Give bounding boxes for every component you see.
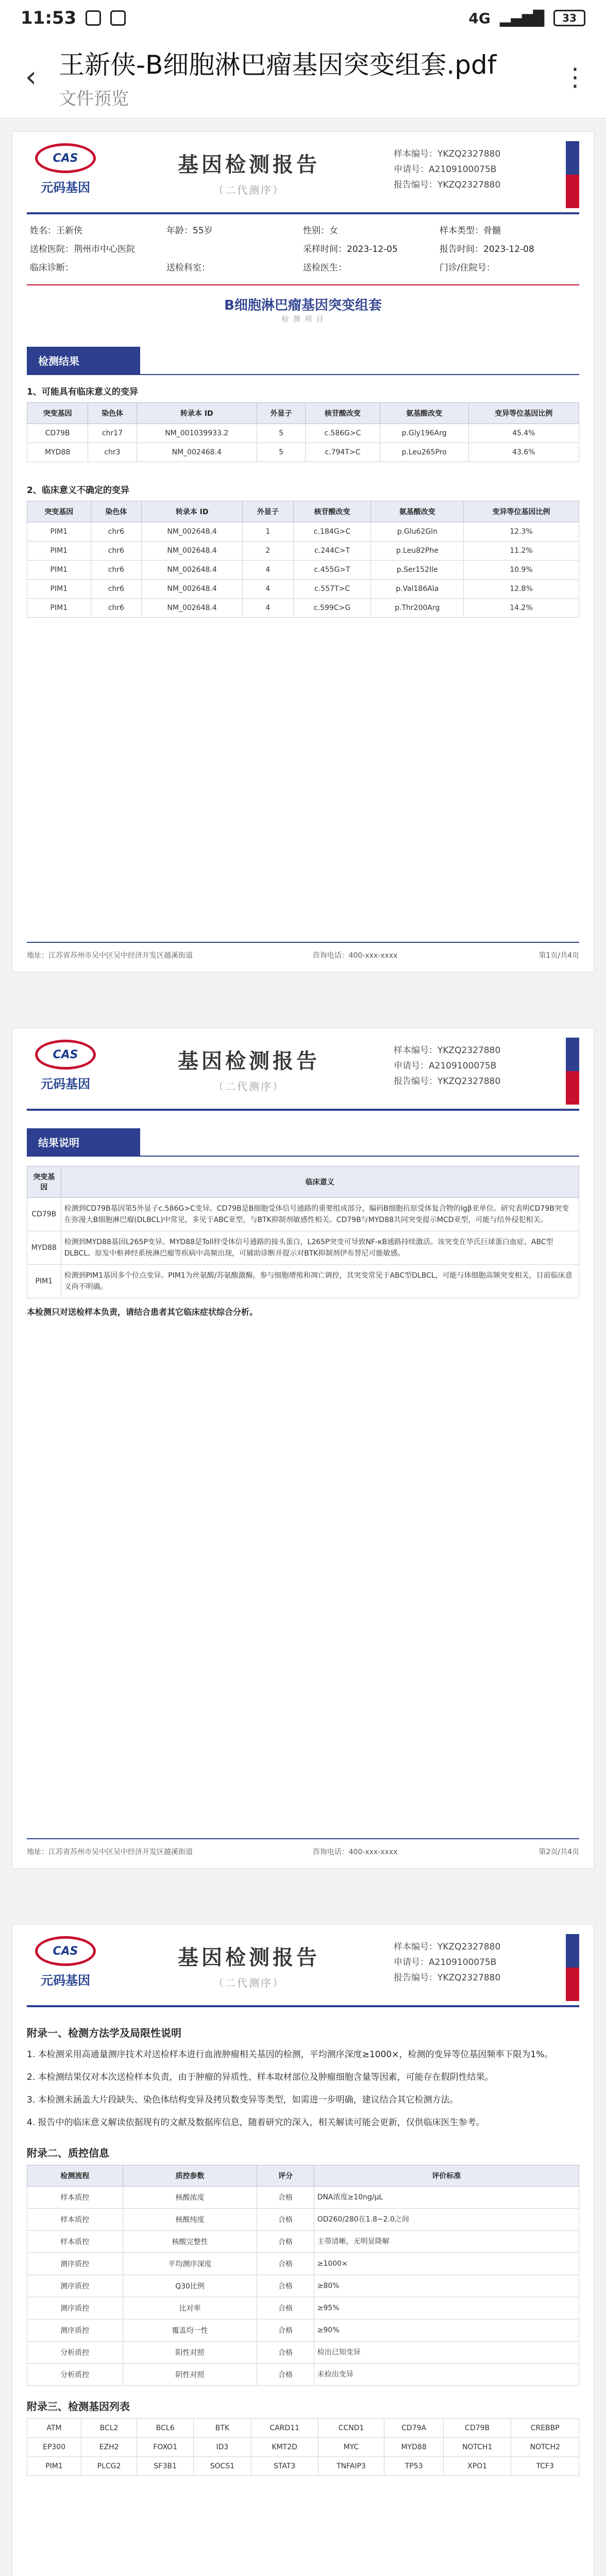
table-row <box>27 580 579 599</box>
table-cell: NM_002648.4 <box>142 522 243 541</box>
table-header-cell: 外显子 <box>257 403 305 424</box>
footer-phone: 咨询电话：400-xxx-xxxx <box>312 952 398 960</box>
apply-no: A2109100075B <box>429 1061 497 1071</box>
sample-no: YKZQ2327880 <box>437 149 501 159</box>
table-cell: EP300 <box>27 2438 81 2457</box>
patient-info <box>27 214 579 285</box>
table-cell: 合格 <box>257 2187 314 2209</box>
table-cell: MYC <box>318 2438 384 2457</box>
table-cell: chr6 <box>91 541 142 561</box>
report-title: 基因检测报告 <box>178 153 320 177</box>
logo-text: 元码基因 <box>41 1077 90 1091</box>
table-cell: 5 <box>257 443 305 462</box>
table-row <box>27 1198 579 1231</box>
app-bar <box>0 36 606 118</box>
table-cell: NOTCH2 <box>511 2438 579 2457</box>
table-cell: PIM1 <box>27 541 91 561</box>
logo-text: 元码基因 <box>41 180 90 195</box>
patient-name: 姓名：王新侠 <box>30 226 82 236</box>
patient-age: 年龄：55岁 <box>166 226 213 236</box>
table-cell: XPO1 <box>443 2457 511 2476</box>
apply-no: A2109100075B <box>429 1957 497 1968</box>
section-results: 检测结果 <box>27 347 140 374</box>
company-logo <box>27 1936 104 1988</box>
table-cell: CCND1 <box>318 2419 384 2438</box>
table-row <box>27 522 579 541</box>
table-header-cell: 外显子 <box>243 501 294 522</box>
table-cell: ≥90% <box>314 2319 579 2342</box>
table-cell: 平均测序深度 <box>123 2253 257 2275</box>
table-cell: NM_001039933.2 <box>137 424 257 443</box>
table-cell: c.244C>T <box>293 541 371 561</box>
table-row <box>27 561 579 580</box>
pdf-viewer[interactable] <box>0 118 606 2576</box>
table-cell: NM_002648.4 <box>142 541 243 561</box>
table-cell: 43.6% <box>468 443 579 462</box>
table-cell: 覆盖均一性 <box>123 2319 257 2342</box>
table-cell: 未检出变异 <box>314 2364 579 2386</box>
panel-subtitle: 检 测 项 目 <box>281 315 325 324</box>
table-cell: ≥80% <box>314 2275 579 2297</box>
status-bar <box>0 0 606 36</box>
table-cell: 合格 <box>257 2297 314 2319</box>
table-cell: chr6 <box>91 561 142 580</box>
table-cell: 12.3% <box>464 522 579 541</box>
page-number: 第2页/共4页 <box>538 1848 579 1856</box>
report-no: YKZQ2327880 <box>437 1076 501 1087</box>
page-footer <box>27 1838 579 1857</box>
app-icon <box>110 10 126 26</box>
report-header <box>27 1028 579 1111</box>
table-cell: ≥1000× <box>314 2253 579 2275</box>
table-cell: BTK <box>194 2419 251 2438</box>
table-cell: chr6 <box>91 580 142 599</box>
table-cell: NM_002648.4 <box>142 580 243 599</box>
table-cell: 分析质控 <box>27 2364 123 2386</box>
table-header-cell: 氨基酸改变 <box>380 403 468 424</box>
sample-no: YKZQ2327880 <box>437 1942 501 1952</box>
sampling-time: 采样时间：2023-12-05 <box>303 244 398 255</box>
file-subtitle: 文件预览 <box>59 89 129 109</box>
table-cell: 分析质控 <box>27 2342 123 2364</box>
table-cell: c.586G>C <box>306 424 380 443</box>
table-row <box>27 424 579 443</box>
table-cell: 核酸完整性 <box>123 2231 257 2253</box>
table-cell: PIM1 <box>27 1265 61 1298</box>
table-cell: TP53 <box>384 2457 444 2476</box>
table-cell: MYD88 <box>27 443 88 462</box>
table-cell: c.599C>G <box>293 599 371 618</box>
table-cell: Q30比例 <box>123 2275 257 2297</box>
table-row <box>27 2231 579 2253</box>
report-ids <box>394 1040 579 1089</box>
report-subtitle: （二代测序） <box>213 1977 284 1989</box>
report-subtitle: （二代测序） <box>213 184 284 196</box>
table-header-cell: 染色体 <box>91 501 142 522</box>
paragraph: 2. 本检测结果仅对本次送检样本负责，由于肿瘤的异质性、样本取材部位及肿瘤细胞含量等因素，可能存在假阴性结果。 <box>27 2072 494 2082</box>
table-row <box>27 2187 579 2209</box>
table-cell: 合格 <box>257 2209 314 2231</box>
panel-title: B细胞淋巴瘤基因突变组套 <box>224 298 382 313</box>
table-cell: 合格 <box>257 2364 314 2386</box>
table-cell: NM_002648.4 <box>142 599 243 618</box>
table-cell: OD260/280在1.8~2.0之间 <box>314 2209 579 2231</box>
table-cell: PIM1 <box>27 2457 81 2476</box>
signal-icon: ▂▄▆█ <box>499 9 544 27</box>
logo-mark-text: CAS <box>53 1048 78 1061</box>
table-cell: ATM <box>27 2419 81 2438</box>
table-cell: p.Leu265Pro <box>380 443 468 462</box>
report-ids <box>394 1936 579 1986</box>
table-cell: 45.4% <box>468 424 579 443</box>
table-cell: chr6 <box>91 599 142 618</box>
table-cell: 11.2% <box>464 541 579 561</box>
table-header-cell: 核苷酸改变 <box>293 501 371 522</box>
apply-no: A2109100075B <box>429 164 497 175</box>
logo-text: 元码基因 <box>41 1973 90 1988</box>
table-row <box>27 2438 579 2457</box>
table-header-cell: 变异等位基因比例 <box>464 501 579 522</box>
logo-mark-text: CAS <box>53 151 78 165</box>
table-cell: chr17 <box>88 424 137 443</box>
table-cell: c.557T>C <box>293 580 371 599</box>
table-cell: chr6 <box>91 522 142 541</box>
company-logo <box>27 1040 104 1092</box>
footer-address: 地址：江苏省苏州市吴中区吴中经济开发区越溪街道 <box>27 952 193 960</box>
table-cell: 合格 <box>257 2342 314 2364</box>
table-cell: ≥95% <box>314 2297 579 2319</box>
table-cell: 阳性对照 <box>123 2342 257 2364</box>
table-row <box>27 1265 579 1298</box>
table-cell: 样本质控 <box>27 2231 123 2253</box>
report-no-label: 报告编号： <box>394 1076 437 1087</box>
table-row <box>27 2419 579 2438</box>
table-cell: 合格 <box>257 2231 314 2253</box>
table-cell: 检测到MYD88基因L265P变异。MYD88是Toll样受体信号通路的接头蛋白，L265P突变可导致NF-κB通路持续激活。该突变在华氏巨球蛋白血症、ABC型DLBCL、原发中枢神经系统淋巴瘤等疾病中高频出现，可辅助诊断并提示对BTK抑制剂伊布替尼可能敏感。 <box>61 1231 579 1265</box>
table-cell: MYD88 <box>27 1231 61 1265</box>
appendix-3-heading: 附录三、检测基因列表 <box>27 2400 130 2413</box>
table-row <box>27 2275 579 2297</box>
table-cell: 样本质控 <box>27 2209 123 2231</box>
table-cell: EZH2 <box>81 2438 137 2457</box>
table-cell: MYD88 <box>384 2438 444 2457</box>
pdf-page-2 <box>12 1028 594 1868</box>
network-label: 4G <box>468 9 491 27</box>
header-stripe <box>566 141 579 208</box>
sample-no-label: 样本编号： <box>394 1942 437 1952</box>
table-row <box>27 2253 579 2275</box>
table-cell: p.Leu82Phe <box>371 541 464 561</box>
table-cell: NOTCH1 <box>443 2438 511 2457</box>
table-cell: 14.2% <box>464 599 579 618</box>
department: 送检科室： <box>166 263 210 273</box>
header-stripe <box>566 1934 579 2001</box>
report-title: 基因检测报告 <box>178 1946 320 1970</box>
table-cell: CD79B <box>27 1198 61 1231</box>
table-cell: 测序质控 <box>27 2275 123 2297</box>
table-cell: 阴性对照 <box>123 2364 257 2386</box>
table-row <box>27 1231 579 1265</box>
significant-variants-table <box>27 402 579 462</box>
report-title: 基因检测报告 <box>178 1049 320 1073</box>
hospital: 送检医院：荆州市中心医院 <box>30 244 135 255</box>
table-header-cell: 评分 <box>257 2165 314 2187</box>
table-cell: SF3B1 <box>137 2457 194 2476</box>
table-cell: c.794T>C <box>306 443 380 462</box>
table-header-cell: 临床意义 <box>61 1166 579 1198</box>
table-cell: 4 <box>243 580 294 599</box>
battery-icon <box>553 10 585 26</box>
table-cell: PIM1 <box>27 599 91 618</box>
pdf-page-1 <box>12 132 594 972</box>
table-cell: 检测到PIM1基因多个位点变异。PIM1为丝氨酸/苏氨酸激酶，参与细胞增殖和凋亡调控，其突变常见于ABC型DLBCL，可能与体细胞高频突变相关，目前临床意义尚不明确。 <box>61 1265 579 1298</box>
paragraph: 1. 本检测采用高通量测序技术对送检样本进行血液肿瘤相关基因的检测，平均测序深度≥1000×，检测的变异等位基因频率下限为1%。 <box>27 2049 553 2060</box>
table-cell: 合格 <box>257 2319 314 2342</box>
table-cell: 合格 <box>257 2253 314 2275</box>
paragraph: 3. 本检测未涵盖大片段缺失、染色体结构变异及拷贝数变异等类型，如需进一步明确，建议结合其它检测方法。 <box>27 2095 459 2105</box>
table-cell: BCL6 <box>137 2419 194 2438</box>
table-row <box>27 2364 579 2386</box>
table-cell: TNFAIP3 <box>318 2457 384 2476</box>
table-cell: PIM1 <box>27 561 91 580</box>
table-row <box>27 2342 579 2364</box>
report-no-label: 报告编号： <box>394 180 437 190</box>
table-cell: BCL2 <box>81 2419 137 2438</box>
more-menu-icon[interactable]: ⋮ <box>563 62 587 92</box>
table-cell: 测序质控 <box>27 2253 123 2275</box>
table-cell: chr3 <box>88 443 137 462</box>
table-header-cell: 突变基因 <box>27 501 91 522</box>
table-cell: PIM1 <box>27 522 91 541</box>
table-cell: 比对率 <box>123 2297 257 2319</box>
page-footer <box>27 942 579 960</box>
table-cell: KMT2D <box>251 2438 318 2457</box>
apply-no-label: 申请号： <box>394 164 429 175</box>
table-header-cell: 变异等位基因比例 <box>468 403 579 424</box>
appendix-2-heading: 附录二、质控信息 <box>27 2147 109 2159</box>
table-cell: CD79B <box>27 424 88 443</box>
table-cell: FOXO1 <box>137 2438 194 2457</box>
pdf-page-3 <box>12 1925 594 2576</box>
table-cell: c.184G>C <box>293 522 371 541</box>
table-cell: p.Thr200Arg <box>371 599 464 618</box>
table-header-cell: 突变基因 <box>27 403 88 424</box>
table-row <box>27 443 579 462</box>
sample-type: 样本类型：骨髓 <box>440 226 501 236</box>
report-time: 报告时间：2023-12-08 <box>440 244 534 255</box>
report-no: YKZQ2327880 <box>437 180 501 190</box>
table-cell: ID3 <box>194 2438 251 2457</box>
explanation-table <box>27 1166 579 1298</box>
table-cell: 10.9% <box>464 561 579 580</box>
table-cell: NM_002648.4 <box>142 561 243 580</box>
table-cell: 测序质控 <box>27 2319 123 2342</box>
file-title: 王新侠-B细胞淋巴瘤基因突变组套.pdf <box>59 50 497 80</box>
table-cell: CREBBP <box>511 2419 579 2438</box>
sample-no-label: 样本编号： <box>394 1045 437 1056</box>
sub-heading-significant: 1、可能具有临床意义的变异 <box>27 387 138 397</box>
table-cell: p.Ser152Ile <box>371 561 464 580</box>
appendix-1-heading: 附录一、检测方法学及局限性说明 <box>27 2027 181 2039</box>
gene-list-table <box>27 2418 579 2476</box>
footer-address: 地址：江苏省苏州市吴中区吴中经济开发区越溪街道 <box>27 1848 193 1856</box>
table-header-cell: 质控参数 <box>123 2165 257 2187</box>
table-cell: CD79A <box>384 2419 444 2438</box>
table-cell: c.455G>T <box>293 561 371 580</box>
section-explanation: 结果说明 <box>27 1128 140 1156</box>
table-cell: p.Gly196Arg <box>380 424 468 443</box>
table-row <box>27 599 579 618</box>
table-row <box>27 2457 579 2476</box>
table-cell: 合格 <box>257 2275 314 2297</box>
uncertain-variants-table <box>27 501 579 618</box>
table-header-cell: 检测流程 <box>27 2165 123 2187</box>
patient-sex: 性别：女 <box>303 226 338 236</box>
table-cell: CD79B <box>443 2419 511 2438</box>
panel-banner <box>27 295 579 324</box>
inpatient-no: 门诊/住院号： <box>440 263 495 273</box>
table-cell: 12.8% <box>464 580 579 599</box>
apply-no-label: 申请号： <box>394 1957 429 1968</box>
logo-mark-text: CAS <box>53 1944 78 1958</box>
table-header-cell: 突变基因 <box>27 1166 61 1198</box>
company-logo <box>27 143 104 195</box>
report-header <box>27 132 579 214</box>
table-cell: 核酸浓度 <box>123 2187 257 2209</box>
header-stripe <box>566 1038 579 1105</box>
table-cell: STAT3 <box>251 2457 318 2476</box>
table-cell: 样本质控 <box>27 2187 123 2209</box>
table-cell: p.Glu62Gln <box>371 522 464 541</box>
table-header-cell: 染色体 <box>88 403 137 424</box>
report-no: YKZQ2327880 <box>437 1973 501 1983</box>
battery-level: 33 <box>562 12 577 24</box>
table-cell: SOCS1 <box>194 2457 251 2476</box>
paragraph: 4. 报告中的临床意义解读依据现有的文献及数据库信息，随着研究的深入，相关解读可能会更新，仅供临床医生参考。 <box>27 2117 485 2128</box>
report-ids <box>394 143 579 193</box>
apply-no-label: 申请号： <box>394 1061 429 1071</box>
sub-heading-uncertain: 2、临床意义不确定的变异 <box>27 485 129 496</box>
table-header-cell: 转录本 ID <box>142 501 243 522</box>
table-header-cell: 评价标准 <box>314 2165 579 2187</box>
table-cell: 主带清晰，无明显降解 <box>314 2231 579 2253</box>
table-header-cell: 氨基酸改变 <box>371 501 464 522</box>
table-cell: 4 <box>243 561 294 580</box>
table-cell: 核酸纯度 <box>123 2209 257 2231</box>
report-header <box>27 1925 579 2007</box>
table-cell: TCF3 <box>511 2457 579 2476</box>
status-time: 11:53 <box>21 8 77 28</box>
table-row <box>27 541 579 561</box>
table-cell: 2 <box>243 541 294 561</box>
methodology-text <box>27 2045 579 2132</box>
table-cell: PIM1 <box>27 580 91 599</box>
table-cell: CARD11 <box>251 2419 318 2438</box>
table-cell: NM_002468.4 <box>137 443 257 462</box>
back-arrow-icon[interactable]: ‹ <box>25 60 37 94</box>
table-cell: 1 <box>243 522 294 541</box>
table-row <box>27 2297 579 2319</box>
table-cell: 5 <box>257 424 305 443</box>
clinical-diagnosis: 临床诊断： <box>30 263 74 273</box>
table-cell: p.Val186Ala <box>371 580 464 599</box>
table-row <box>27 2209 579 2231</box>
table-cell: 4 <box>243 599 294 618</box>
table-cell: PLCG2 <box>81 2457 137 2476</box>
sample-no-label: 样本编号： <box>394 149 437 159</box>
notification-icon <box>86 10 101 26</box>
qc-table <box>27 2165 579 2386</box>
footer-phone: 咨询电话：400-xxx-xxxx <box>312 1848 398 1856</box>
report-subtitle: （二代测序） <box>213 1080 284 1093</box>
report-no-label: 报告编号： <box>394 1973 437 1983</box>
table-cell: 检出已知变异 <box>314 2342 579 2364</box>
table-header-cell: 转录本 ID <box>137 403 257 424</box>
table-cell: 检测到CD79B基因第5外显子c.586G>C变异。CD79B是B细胞受体信号通路的重要组成部分，编码B细胞抗原受体复合物的Igβ亚单位。研究表明CD79B突变在弥漫大B细胞淋巴瘤(DLBCL)中常见，多见于ABC亚型，与BTK抑制剂敏感性相关。CD79B与MYD88共同突变提示MCD亚型，可能与结外侵犯相关。 <box>61 1198 579 1231</box>
page-number: 第1页/共4页 <box>538 952 579 960</box>
table-cell: 测序质控 <box>27 2297 123 2319</box>
doctor: 送检医生： <box>303 263 347 273</box>
sample-no: YKZQ2327880 <box>437 1045 501 1056</box>
table-header-cell: 核苷酸改变 <box>306 403 380 424</box>
table-cell: DNA浓度≥10ng/μL <box>314 2187 579 2209</box>
table-row <box>27 2319 579 2342</box>
disclaimer-note: 本检测只对送检样本负责，请结合患者其它临床症状综合分析。 <box>27 1307 258 1317</box>
